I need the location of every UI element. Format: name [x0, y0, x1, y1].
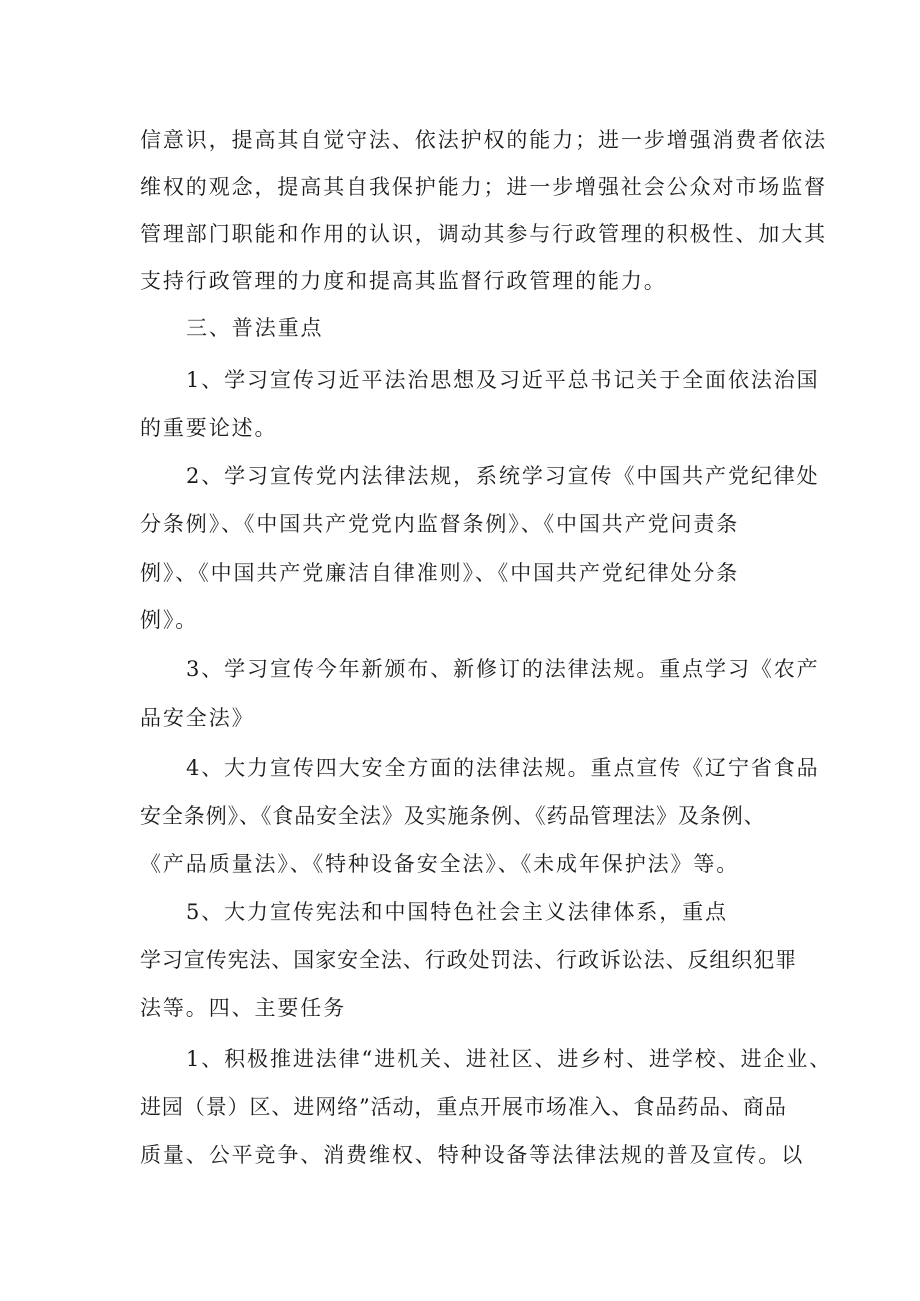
- task-1-line-2: 进园（景）区、进网络”活动，重点开展市场准入、食品药品、商品: [140, 1095, 787, 1119]
- item-4-line-3: 《产品质量法》、《特种设备安全法》、《未成年保护法》等。: [140, 852, 740, 876]
- task-1-line-1: 1、积极推进法律“进机关、进社区、进乡村、进学校、进企业、: [186, 1047, 833, 1071]
- item-2-line-1: 2、学习宣传党内法律法规，系统学习宣传《中国共产党纪律处: [186, 464, 820, 488]
- item-5-line-3: 法等。四、主要任务: [140, 996, 347, 1020]
- item-5-line-1: 5、大力宣传宪法和中国特色社会主义法律体系，重点: [186, 900, 728, 924]
- item-1-line-1: 1、学习宣传习近平法治思想及习近平总书记关于全面依法治国: [186, 368, 820, 392]
- item-2-line-3: 例》、《中国共产党廉洁自律准则》、《中国共产党纪律处分条: [140, 561, 740, 585]
- body-line-3: 管理部门职能和作用的认识，调动其参与行政管理的积极性、加大其: [140, 222, 827, 246]
- item-1-line-2: 的重要论述。: [140, 416, 278, 440]
- item-2-line-2: 分条例》、《中国共产党党内监督条例》、《中国共产党问责条: [140, 512, 740, 536]
- item-3-line-2: 品安全法》: [140, 706, 255, 730]
- item-2-line-4: 例》。: [140, 608, 199, 632]
- task-1-line-3: 质量、公平竞争、消费维权、特种设备等法律法规的普及宣传。以: [140, 1143, 805, 1167]
- body-line-4: 支持行政管理的力度和提高其监督行政管理的能力。: [140, 269, 667, 293]
- item-5-line-2: 学习宣传宪法、国家安全法、行政处罚法、行政诉讼法、反组织犯罪: [140, 948, 797, 972]
- body-line-1: 信意识，提高其自觉守法、依法护权的能力；进一步增强消费者依法: [140, 128, 827, 152]
- item-3-line-1: 3、学习宣传今年新颁布、新修订的法律法规。重点学习《农产: [186, 657, 820, 681]
- item-4-line-2: 安全条例》、《食品安全法》及实施条例、《药品管理法》及条例、: [140, 804, 766, 828]
- body-line-2: 维权的观念，提高其自我保护能力；进一步增强社会公众对市场监督: [140, 175, 827, 199]
- section-heading-key-points: 三、普法重点: [186, 316, 324, 340]
- item-4-line-1: 4、大力宣传四大安全方面的法律法规。重点宣传《辽宁省食品: [186, 756, 820, 780]
